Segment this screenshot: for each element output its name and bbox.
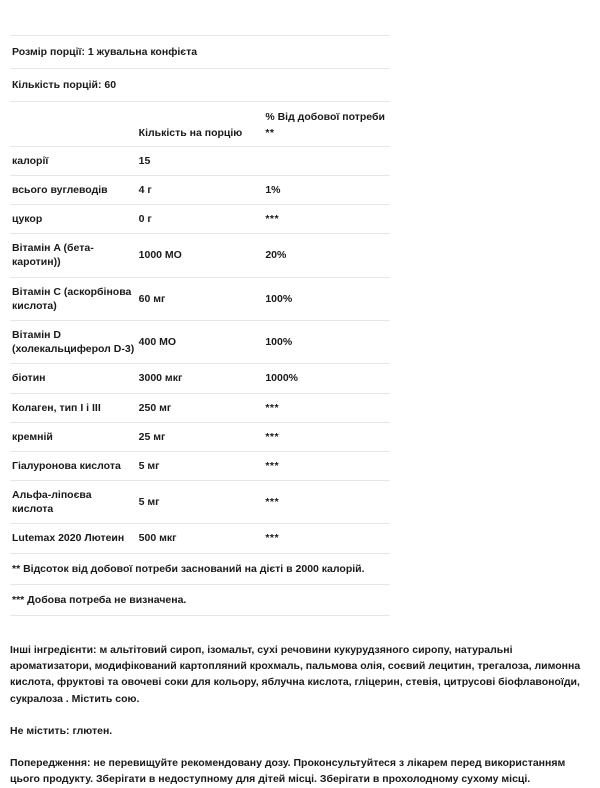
nutrient-daily-value: 100% [265, 292, 293, 305]
nutrient-daily-value: 100% [265, 336, 293, 349]
nutrient-daily-value: *** [265, 459, 280, 472]
supplement-facts-table [10, 35, 390, 616]
nutrient-daily-value: 1000% [265, 372, 299, 385]
servings-per-container-text: Кількість порцій: 60 [12, 79, 117, 92]
nutrient-daily-value [263, 146, 390, 175]
nutrient-amount: 5 мг [138, 459, 160, 472]
nutrient-amount: 500 мкг [138, 532, 177, 545]
nutrient-amount: 5 мг [138, 496, 160, 509]
table-header-row [10, 102, 390, 146]
column-header-daily-value [263, 102, 390, 146]
nutrient-amount: 3000 мкг [138, 372, 183, 385]
nutrient-amount: 15 [138, 154, 151, 167]
table-row [10, 234, 390, 277]
table-row [10, 175, 390, 204]
label-notes [10, 642, 590, 788]
nutrient-amount: 0 г [138, 213, 152, 226]
footnote-dv-basis-text: ** Відсоток від добової потреби заснований на дієті в 2000 калорій. [12, 562, 365, 575]
table-row [10, 364, 390, 393]
footnote-row-dv-basis [10, 553, 390, 584]
column-header-amount-per-serving: Кількість на порцію [138, 126, 243, 139]
nutrient-name: кремній [12, 430, 53, 443]
table-row [10, 205, 390, 234]
nutrient-daily-value: *** [265, 496, 280, 509]
warning-text: Попередження: не перевищуйте рекомендовану дозу. Проконсультуйтеся з лікарем перед використанням цього продукту. Зберігати в недоступному для дітей місці. Зберігати в прохолодному сухому місці. [10, 757, 566, 786]
nutrient-daily-value: *** [265, 430, 280, 443]
nutrient-daily-value: *** [265, 213, 280, 226]
nutrient-daily-value: *** [265, 401, 280, 414]
footnote-dv-not-established-text: *** Добова потреба не визначена. [12, 593, 187, 606]
nutrient-name: Колаген, тип I і III [12, 401, 101, 414]
table-row [10, 146, 390, 175]
nutrient-name: Lutemax 2020 Лютеин [12, 532, 125, 545]
nutrient-name: Вітамін D (холекальциферол D-3) [12, 328, 135, 356]
nutrient-name: всього вуглеводів [12, 183, 108, 196]
nutrient-name: Альфа-ліпоєва кислота [12, 489, 92, 516]
nutrient-amount: 250 мг [138, 401, 172, 414]
nutrient-amount: 400 МО [138, 336, 177, 349]
nutrient-name: Вітамін C (аскорбінова кислота) [12, 285, 132, 312]
nutrient-amount: 60 мг [138, 292, 166, 305]
serving-size-text: Розмір порції: 1 жувальна конфієта [12, 46, 198, 58]
free-from-text: Не містить: глютен. [10, 724, 113, 737]
nutrient-daily-value: 1% [265, 183, 281, 196]
nutrient-amount: 25 мг [138, 430, 166, 443]
servings-per-container-row [10, 69, 390, 102]
nutrient-name: цукор [12, 213, 43, 226]
table-row [10, 481, 390, 524]
table-row [10, 277, 390, 320]
daily-value-label: % Від добової потреби [265, 111, 385, 124]
nutrient-name: калорії [12, 154, 49, 167]
column-header-nutrient [10, 102, 137, 146]
table-row [10, 524, 390, 553]
nutrient-daily-value: 20% [265, 249, 287, 262]
supplement-facts-page [0, 35, 600, 786]
nutrient-name: біотин [12, 372, 46, 385]
nutrient-amount: 1000 МО [138, 249, 182, 262]
nutrient-amount: 4 г [138, 183, 152, 196]
nutrient-daily-value: *** [265, 532, 280, 545]
table-row [10, 451, 390, 480]
table-row [10, 393, 390, 422]
other-ingredients-text: Інші інгредієнти: м альтітовий сироп, ізомальт, сухі речовини кукурудзяного сиропу, натуральні ароматизатори, модифікований картопляний крохмаль, пальмова олія, соєвий лецитин, трегалоза, лимонна кислота, фруктові та овочеві соки для кольору, яблучна кислота, гліцерин, стевія, цитрусові біофлавоноїди, сукралоза . Містить сою. [10, 643, 581, 705]
supplement-facts-body [10, 36, 390, 616]
nutrient-name: Гіалуронова кислота [12, 459, 121, 472]
nutrient-name: Вітамін A (бета-каротин)) [12, 242, 94, 269]
table-row [10, 422, 390, 451]
table-row [10, 320, 390, 363]
serving-size-row [10, 36, 390, 69]
daily-value-marker: ** [265, 126, 275, 139]
